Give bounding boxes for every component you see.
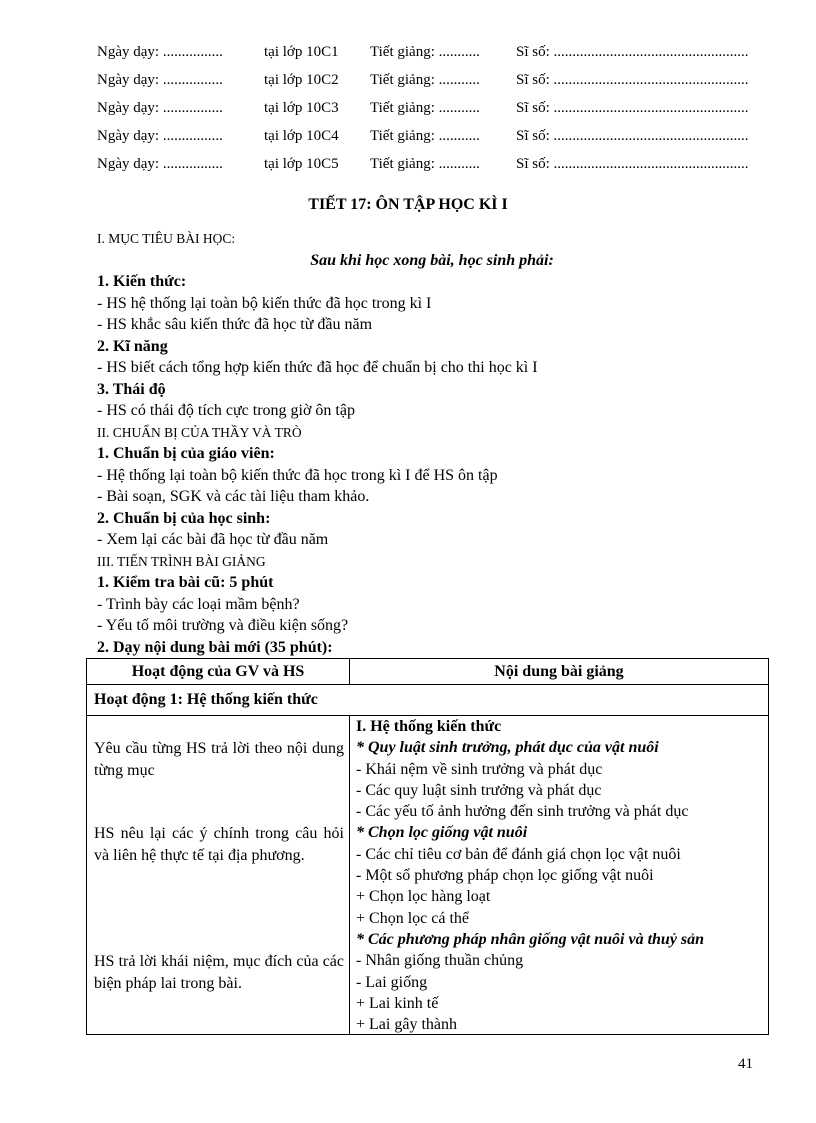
lesson-table (86, 658, 769, 1035)
content-subheading: * Các phương pháp nhân giống vật nuôi và thuỷ sản (356, 930, 705, 948)
lesson-title: TIẾT 17: ÔN TẬP HỌC KÌ I (308, 196, 508, 213)
subheading: 1. Chuẩn bị của giáo viên: (97, 445, 275, 462)
schedule-count: Sĩ số: .................................................... (516, 100, 749, 116)
content-heading: I. Hệ thống kiến thức (356, 718, 502, 735)
lesson-body (97, 228, 767, 658)
schedule-block (97, 38, 777, 178)
content-line: + Chọn lọc cá thể (356, 909, 469, 927)
schedule-class: tại lớp 10C2 (264, 72, 339, 88)
content-line: + Lai kinh tế (356, 994, 439, 1012)
schedule-row (97, 38, 777, 66)
subheading: 2. Dạy nội dung bài mới (35 phút): (97, 638, 333, 656)
column-header-activities: Hoạt động của GV và HS (87, 659, 350, 684)
bullet-line: - Xem lại các bài đã học từ đầu năm (97, 531, 329, 548)
content-line: - Một số phương pháp chọn lọc giống vật nuôi (356, 867, 654, 885)
section-heading: I. MỤC TIÊU BÀI HỌC: (97, 231, 236, 246)
schedule-row (97, 122, 777, 150)
teacher-activity-text: HS trả lời khái niệm, mục đích của các biện pháp lai trong bài. (94, 953, 344, 992)
content-line: + Lai gây thành (356, 1016, 457, 1034)
schedule-period: Tiết giảng: ........... (370, 72, 480, 88)
schedule-count: Sĩ số: .................................................... (516, 156, 749, 172)
subheading: 2. Kĩ năng (97, 337, 168, 355)
content-line: - Khái nệm về sinh trưởng và phát dục (356, 760, 603, 778)
bullet-line: - HS khắc sâu kiến thức đã học từ đầu năm (97, 316, 373, 333)
schedule-count: Sĩ số: .................................................... (516, 44, 749, 60)
activity-title: Hoạt động 1: Hệ thống kiến thức (94, 691, 318, 708)
bullet-line: - HS biết cách tổng hợp kiến thức đã học để chuẩn bị cho thi học kì I (97, 359, 538, 376)
content-line: - Các yếu tố ảnh hưởng đến sinh trưởng và phát dục (356, 803, 689, 821)
column-header-content: Nội dung bài giảng (494, 663, 624, 680)
table-header (87, 659, 768, 685)
schedule-period: Tiết giảng: ........... (370, 156, 480, 172)
lesson-content-column (356, 716, 766, 1035)
subheading: 1. Kiểm tra bài cũ: 5 phút (97, 574, 274, 591)
schedule-class: tại lớp 10C5 (264, 156, 339, 172)
bullet-line: - Trình bày các loại mầm bệnh? (97, 595, 300, 613)
bullet-line: - Yếu tố môi trường và điều kiện sống? (97, 617, 349, 634)
bullet-line: - Bài soạn, SGK và các tài liệu tham khảo. (97, 488, 370, 505)
schedule-class: tại lớp 10C3 (264, 100, 339, 116)
page-number: 41 (738, 1056, 753, 1072)
content-line: - Các chỉ tiêu cơ bản để đánh giá chọn lọc vật nuôi (356, 845, 681, 863)
schedule-count: Sĩ số: .................................................... (516, 72, 749, 88)
schedule-class: tại lớp 10C4 (264, 128, 339, 144)
subheading: 1. Kiến thức: (97, 273, 187, 290)
content-line: - Lai giống (356, 973, 428, 991)
teacher-activity-text: HS nêu lại các ý chính trong câu hỏi và liên hệ thực tế tại địa phương. (94, 825, 344, 864)
schedule-period: Tiết giảng: ........... (370, 100, 480, 116)
schedule-period: Tiết giảng: ........... (370, 44, 480, 60)
content-line: + Chọn lọc hàng loạt (356, 888, 491, 906)
section-heading: II. CHUẨN BỊ CỦA THẦY VÀ TRÒ (97, 424, 302, 440)
schedule-count: Sĩ số: .................................................... (516, 128, 749, 144)
section-intro: Sau khi học xong bài, học sinh phải: (310, 251, 554, 269)
table-body-row (87, 716, 768, 1034)
bullet-line: - HS hệ thống lại toàn bộ kiến thức đã học trong kì I (97, 294, 432, 312)
subheading: 2. Chuẩn bị của học sinh: (97, 509, 271, 527)
schedule-row (97, 150, 777, 178)
schedule-date: Ngày dạy: ................ (97, 100, 223, 116)
schedule-date: Ngày dạy: ................ (97, 128, 223, 144)
content-line: - Nhân giống thuần chủng (356, 952, 524, 970)
schedule-date: Ngày dạy: ................ (97, 72, 223, 88)
bullet-line: - Hệ thống lại toàn bộ kiến thức đã học trong kì I để HS ôn tập (97, 466, 498, 484)
bullet-line: - HS có thái độ tích cực trong giờ ôn tập (97, 402, 355, 419)
schedule-date: Ngày dạy: ................ (97, 156, 223, 172)
content-line: - Các quy luật sinh trưởng và phát dục (356, 781, 602, 799)
teacher-activity-text: Yêu cầu từng HS trả lời theo nội dung từng mục (94, 740, 344, 779)
schedule-date: Ngày dạy: ................ (97, 44, 223, 60)
activity-row (87, 685, 768, 716)
schedule-row (97, 94, 777, 122)
schedule-class: tại lớp 10C1 (264, 44, 339, 60)
content-subheading: * Quy luật sinh trưởng, phát dục của vật nuôi (356, 739, 659, 757)
content-subheading: * Chọn lọc giống vật nuôi (356, 824, 528, 842)
column-divider (349, 716, 350, 1034)
section-heading: III. TIẾN TRÌNH BÀI GIẢNG (97, 553, 266, 569)
subheading: 3. Thái độ (97, 380, 166, 398)
schedule-row (97, 66, 777, 94)
schedule-period: Tiết giảng: ........... (370, 128, 480, 144)
